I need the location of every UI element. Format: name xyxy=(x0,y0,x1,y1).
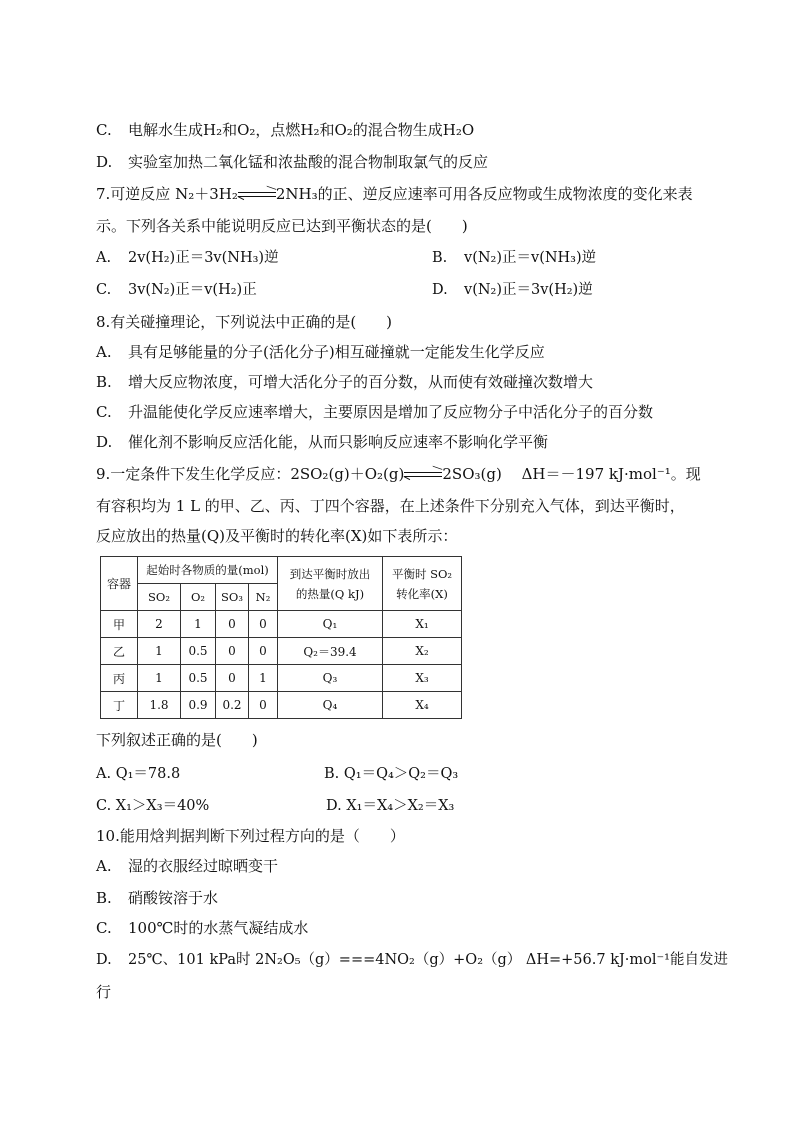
option-letter: B. xyxy=(96,373,112,391)
q7-stem-line1 xyxy=(96,184,693,204)
q8-option-c xyxy=(96,402,653,422)
option-letter: D. xyxy=(96,433,113,451)
q9-stem-line3: 反应放出的热量(Q)及平衡时的转化率(X)如下表所示： xyxy=(96,527,458,545)
header-so2: SO₂ xyxy=(138,584,181,611)
cell-n2: 1 xyxy=(249,665,278,692)
header-conversion-line1: 平衡时 SO₂ xyxy=(391,566,453,581)
header-so3: SO₃ xyxy=(216,584,249,611)
option-text: 硝酸铵溶于水 xyxy=(128,889,219,907)
cell-conversion: X₃ xyxy=(383,665,462,692)
q10-option-a xyxy=(96,856,278,876)
q8-option-a xyxy=(96,342,545,362)
q8-option-d xyxy=(96,432,548,452)
cell-so3: 0.2 xyxy=(216,692,249,719)
header-heat-line1: 到达平衡时放出 xyxy=(289,566,371,581)
option-letter: C. xyxy=(96,919,112,937)
q9-data-table xyxy=(100,556,462,719)
cell-container: 乙 xyxy=(101,638,138,665)
q7-option-b xyxy=(432,248,596,268)
option-text: 具有足够能量的分子(活化分子)相互碰撞就一定能发生化学反应 xyxy=(128,343,545,361)
q9-option-a: A. Q₁＝78.8 xyxy=(96,766,181,782)
q9-option-d: D. X₁＝X₄＞X₂＝X₃ xyxy=(326,798,455,814)
q9-option-b: B. Q₁＝Q₄＞Q₂＝Q₃ xyxy=(324,766,459,782)
q10-option-c xyxy=(96,918,308,938)
cell-o2: 0.5 xyxy=(181,638,216,665)
option-text: 实验室加热二氧化锰和浓盐酸的混合物制取氯气的反应 xyxy=(128,153,489,171)
option-letter: D. xyxy=(96,153,113,171)
cell-so2: 1 xyxy=(138,638,181,665)
cell-n2: 0 xyxy=(249,611,278,638)
cell-conversion: X₄ xyxy=(383,692,462,719)
header-heat-line2: 的热量(Q kJ) xyxy=(295,586,365,601)
option-letter: B. xyxy=(432,250,448,266)
cell-so3: 0 xyxy=(216,638,249,665)
q7-option-d xyxy=(432,280,593,300)
q8-stem: 8.有关碰撞理论，下列说法中正确的是( ) xyxy=(96,313,393,331)
q9-stem-line2: 有容积均为 1 L 的甲、乙、丙、丁四个容器，在上述条件下分别充入气体，到达平衡时， xyxy=(96,497,685,515)
q7-option-a xyxy=(96,248,279,268)
cell-so2: 2 xyxy=(138,611,181,638)
option-letter: C. xyxy=(96,282,112,298)
table-row xyxy=(101,638,462,665)
cell-heat: Q₃ xyxy=(278,665,383,692)
q7-stem-part: 7.可逆反应 N₂＋3H₂ xyxy=(96,185,238,203)
option-text: 升温能使化学反应速率增大，主要原因是增加了反应物分子中活化分子的百分数 xyxy=(128,403,654,421)
table-row xyxy=(101,692,462,719)
q9-stem-line1 xyxy=(96,464,701,484)
cell-n2: 0 xyxy=(249,692,278,719)
q9-stem-part: 2SO₃(g) ΔH＝－197 kJ·mol⁻¹。现 xyxy=(442,465,701,483)
option-text: v(N₂)正＝v(NH₃)逆 xyxy=(464,250,597,266)
header-n2: N₂ xyxy=(249,584,278,611)
q7-stem-part: 2NH₃的正、逆反应速率可用各反应物或生成物浓度的变化来表 xyxy=(275,185,693,203)
option-letter: A. xyxy=(96,343,112,361)
cell-so3: 0 xyxy=(216,611,249,638)
option-text: 电解水生成H₂和O₂，点燃H₂和O₂的混合物生成H₂O xyxy=(128,121,475,139)
q9-option-c: C. X₁＞X₃＝40% xyxy=(96,798,210,814)
option-letter: D. xyxy=(96,952,112,968)
cell-n2: 0 xyxy=(249,638,278,665)
option-letter: A. xyxy=(96,857,112,875)
option-letter: A. xyxy=(96,250,112,266)
q7-option-c xyxy=(96,280,257,300)
cell-conversion: X₁ xyxy=(383,611,462,638)
cell-o2: 0.9 xyxy=(181,692,216,719)
option-text: 增大反应物浓度，可增大活化分子的百分数，从而使有效碰撞次数增大 xyxy=(128,373,594,391)
option-text: 25℃、101 kPa时 2N₂O₅（g）===4NO₂（g）+O₂（g） ΔH=+56.7 kJ·mol⁻¹能自发进 xyxy=(128,952,728,968)
option-letter: C. xyxy=(96,403,112,421)
cell-heat: Q₁ xyxy=(278,611,383,638)
equilibrium-arrow-icon xyxy=(404,469,442,481)
table-row xyxy=(101,665,462,692)
cell-so2: 1.8 xyxy=(138,692,181,719)
q6-option-c xyxy=(96,120,474,140)
option-text: 2v(H₂)正＝3v(NH₃)逆 xyxy=(128,250,279,266)
option-letter: C. xyxy=(96,121,112,139)
q10-stem: 10.能用焓判据判断下列过程方向的是（ ） xyxy=(96,827,405,845)
q6-option-d xyxy=(96,152,488,172)
cell-conversion: X₂ xyxy=(383,638,462,665)
header-conversion xyxy=(383,557,462,611)
cell-o2: 0.5 xyxy=(181,665,216,692)
q9-stem2: 下列叙述正确的是( ) xyxy=(96,731,258,749)
cell-so2: 1 xyxy=(138,665,181,692)
option-text: v(N₂)正＝3v(H₂)逆 xyxy=(464,282,593,298)
cell-heat: Q₂＝39.4 xyxy=(278,638,383,665)
q9-stem-part: 9.一定条件下发生化学反应：2SO₂(g)＋O₂(g) xyxy=(96,465,405,483)
equilibrium-arrow-icon xyxy=(238,189,276,201)
option-letter: D. xyxy=(432,282,448,298)
header-initial-amount: 起始时各物质的量(mol) xyxy=(138,557,278,584)
cell-container: 丙 xyxy=(101,665,138,692)
q10-option-b xyxy=(96,888,218,908)
q10-option-d-continued: 行 xyxy=(96,983,112,1001)
header-heat xyxy=(278,557,383,611)
table-row xyxy=(101,611,462,638)
option-text: 催化剂不影响反应活化能，从而只影响反应速率不影响化学平衡 xyxy=(128,433,549,451)
header-conversion-line2: 转化率(X) xyxy=(396,586,448,601)
q7-stem-line2: 示。下列各关系中能说明反应已达到平衡状态的是( ) xyxy=(96,217,468,235)
option-text: 100℃时的水蒸气凝结成水 xyxy=(128,919,309,937)
header-o2: O₂ xyxy=(181,584,216,611)
q10-option-d xyxy=(96,950,728,970)
header-container: 容器 xyxy=(101,557,138,611)
option-text: 湿的衣服经过晾晒变干 xyxy=(128,857,279,875)
option-letter: B. xyxy=(96,889,112,907)
cell-container: 甲 xyxy=(101,611,138,638)
cell-heat: Q₄ xyxy=(278,692,383,719)
cell-o2: 1 xyxy=(181,611,216,638)
cell-container: 丁 xyxy=(101,692,138,719)
cell-so3: 0 xyxy=(216,665,249,692)
option-text: 3v(N₂)正＝v(H₂)正 xyxy=(128,282,257,298)
q8-option-b xyxy=(96,372,593,392)
